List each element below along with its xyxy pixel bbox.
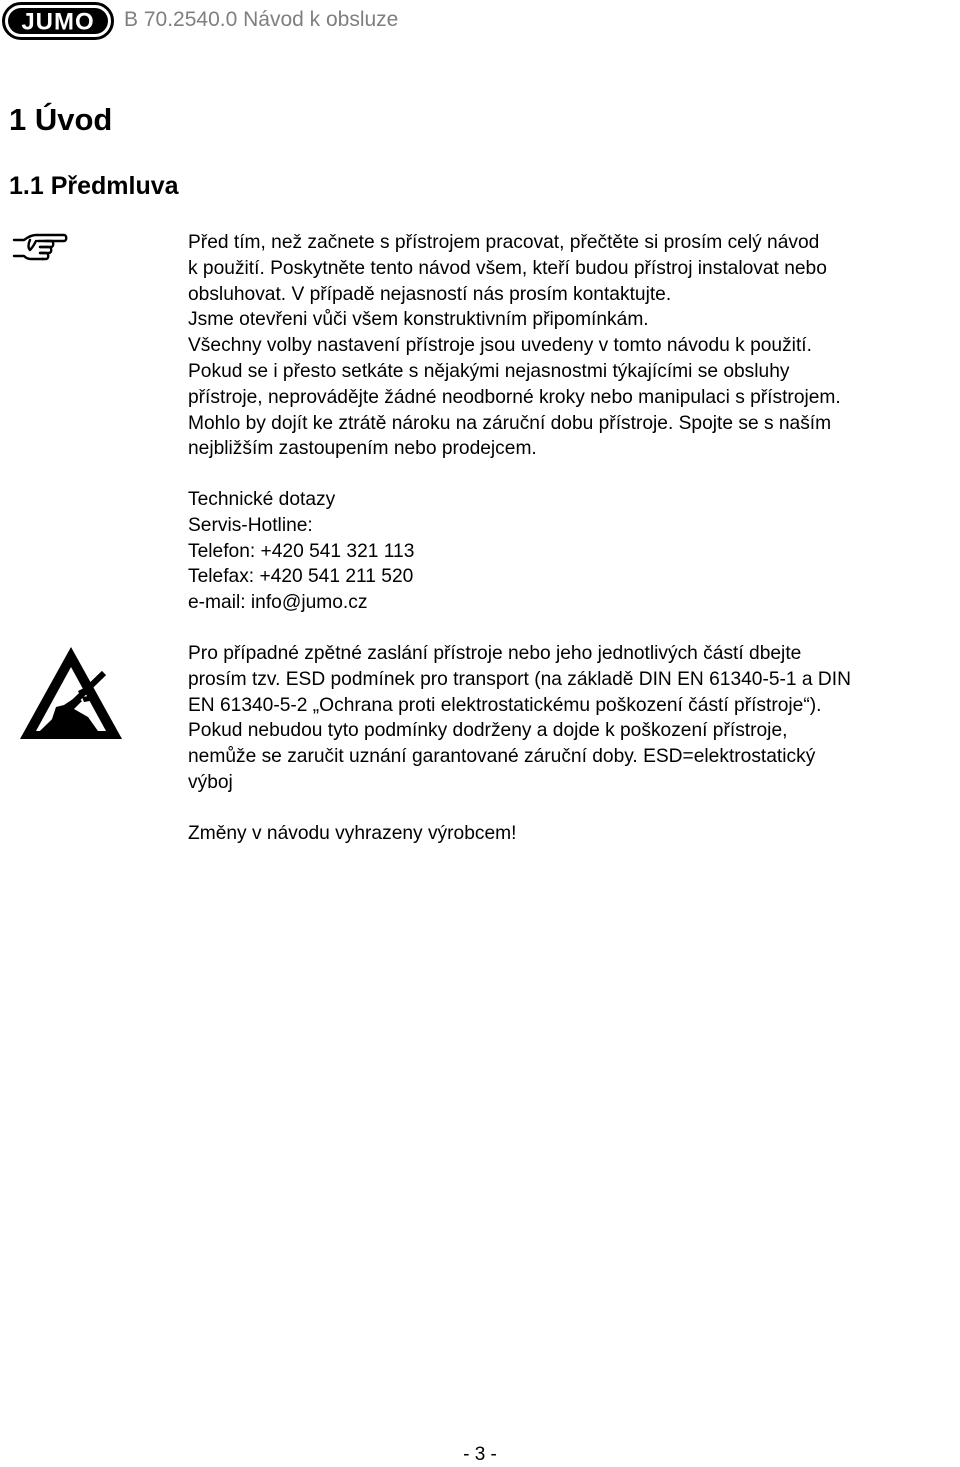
intro-line: přístroje, neprovádějte žádné neodborné kroky nebo manipulaci s přístrojem. bbox=[188, 386, 841, 408]
intro-line: Jsme otevřeni vůči všem konstruktivním připomínkám. bbox=[188, 309, 649, 331]
esd-paragraph bbox=[188, 641, 960, 796]
intro-line: Mohlo by dojít ke ztrátě nároku na záruční dobu přístroje. Spojte se s naším bbox=[188, 412, 832, 434]
intro-line: nejbližším zastoupením nebo prodejcem. bbox=[188, 438, 537, 460]
esd-line: Pokud nebudou tyto podmínky dodrženy a dojde k poškození přístroje, bbox=[188, 720, 788, 742]
esd-line: Pro případné zpětné zaslání přístroje nebo jeho jednotlivých částí dbejte bbox=[188, 643, 802, 664]
hotline-label: Servis-Hotline: bbox=[188, 514, 313, 536]
intro-line: obsluhovat. V případě nejasností nás prosím kontaktujte. bbox=[188, 283, 672, 305]
pointing-hand-icon bbox=[12, 230, 68, 266]
page-number: - 3 - bbox=[463, 1444, 497, 1465]
intro-line: Všechny volby nastavení přístroje jsou uvedeny v tomto návodu k použití. bbox=[188, 335, 812, 357]
contact-heading: Technické dotazy bbox=[188, 489, 336, 510]
section-heading: 1 Úvod bbox=[9, 102, 113, 137]
subsection-heading: 1.1 Předmluva bbox=[9, 172, 179, 200]
svg-text:JUMO: JUMO bbox=[21, 8, 95, 36]
esd-line: nemůže se zaručit uznání garantované záruční doby. ESD=elektrostatický bbox=[188, 746, 816, 768]
esd-line: EN 61340-5-2 „Ochrana proti elektrostatickému poškození částí přístroje“). bbox=[188, 694, 822, 716]
contact-block bbox=[188, 487, 960, 616]
changes-note: Změny v návodu vyhrazeny výrobcem! bbox=[188, 823, 517, 844]
intro-line: Před tím, než začnete s přístrojem pracovat, přečtěte si prosím celý návod bbox=[188, 232, 820, 253]
esd-line: výboj bbox=[188, 771, 233, 793]
document-title: B 70.2540.0 Návod k obsluze bbox=[124, 8, 399, 31]
intro-line: Pokud se i přesto setkáte s nějakými nejasnostmi týkajícími se obsluhy bbox=[188, 360, 790, 382]
phone-line: Telefon: +420 541 321 113 bbox=[188, 540, 415, 562]
email-line: e-mail: info@jumo.cz bbox=[188, 592, 368, 614]
intro-paragraph bbox=[188, 230, 960, 462]
esd-line: prosím tzv. ESD podmínek pro transport (na základě DIN EN 61340-5-1 a DIN bbox=[188, 668, 851, 690]
intro-line: k použití. Poskytněte tento návod všem, kteří budou přístroj instalovat nebo bbox=[188, 257, 827, 279]
esd-warning-icon bbox=[18, 645, 124, 741]
fax-line: Telefax: +420 541 211 520 bbox=[188, 566, 414, 588]
jumo-logo bbox=[2, 2, 114, 40]
